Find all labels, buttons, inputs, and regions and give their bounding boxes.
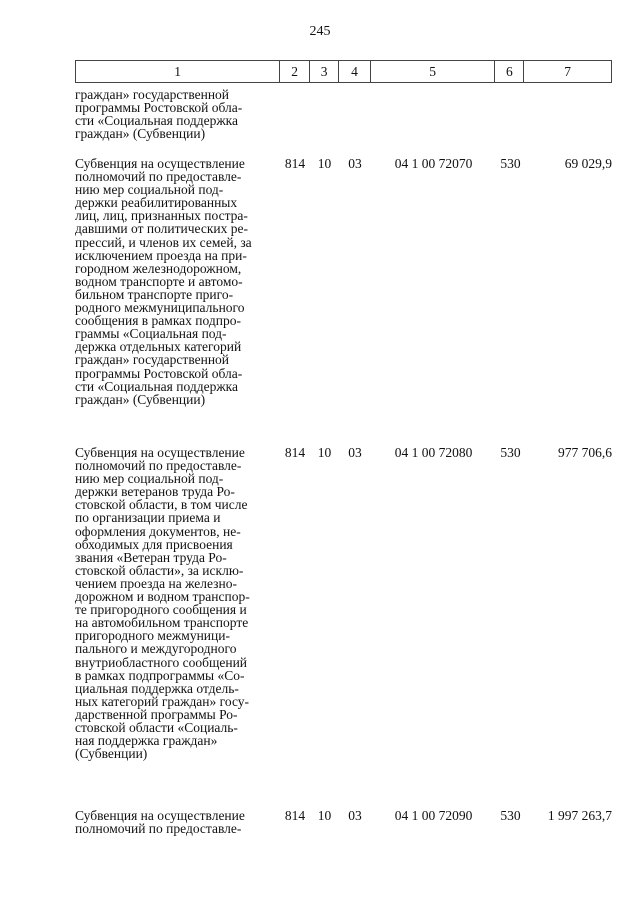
- row-subsection-code: 03: [348, 808, 362, 823]
- column-header-4: 4: [339, 61, 371, 82]
- column-header-1: 1: [76, 61, 280, 82]
- row-section-code: 10: [317, 156, 332, 171]
- row-expense-type: 530: [500, 808, 521, 823]
- row-expense-type: 530: [500, 445, 521, 460]
- row-section-code: 10: [317, 445, 332, 460]
- row-target-code: 04 1 00 72080: [394, 445, 473, 460]
- page-number: 245: [309, 24, 331, 39]
- column-header-5: 5: [371, 61, 496, 82]
- column-header-3: 3: [310, 61, 339, 82]
- table-header: [75, 60, 612, 83]
- row-description: Субвенция на осуществление полномочий по предоставле-: [75, 808, 245, 837]
- row-subsection-code: 03: [348, 445, 362, 460]
- row-target-code: 04 1 00 72070: [394, 156, 473, 171]
- row-amount: 1 997 263,7: [547, 808, 612, 823]
- row-description: граждан» государственной программы Ростовской обла- сти «Социальная поддержка граждан» (Субвенции): [75, 87, 243, 142]
- column-header-6: 6: [495, 61, 524, 82]
- row-amount: 69 029,9: [564, 156, 612, 171]
- row-target-code: 04 1 00 72090: [394, 808, 473, 823]
- row-section-code: 10: [317, 808, 332, 823]
- row-amount: 977 706,6: [558, 445, 612, 460]
- column-header-2: 2: [280, 61, 310, 82]
- row-expense-type: 530: [500, 156, 521, 171]
- row-ministry-code: 814: [284, 156, 306, 171]
- column-header-7: 7: [564, 63, 572, 79]
- row-ministry-code: 814: [284, 445, 306, 460]
- row-description: Субвенция на осуществление полномочий по предоставле- нию мер социальной под- держки реабилитированных лиц, лиц, признанных постра- давшими от политических ре- прессий, и членов их семей, за исключением проезда на при- городном железнодорожном, водном транспорте и автомо- бильном транспорте приго- родного межмуниципального сообщения в рамках подпро- граммы «Социальная под- держка отдельных категорий граждан» государственной программы Ростовской обла- сти «Социальная поддержка граждан» (Субвенции): [75, 156, 252, 407]
- row-description: Субвенция на осуществление полномочий по предоставле- нию мер социальной под- держки ветеранов труда Ро- стовской области, в том числе по организации приема и оформления документов, не- обходимых для присвоения звания «Ветеран труда Ро- стовской области», за исклю- чением проезда на железно- дорожном и водном транспор- те пригородного сообщения и на автомобильном транспорте пригородного межмуници- пального и междугородного внутриобластного сообщений в рамках подпрограммы «Со- циальная поддержка отдель- ных категорий граждан» госу- дарственной программы Ро- стовской области «Социаль- ная поддержка граждан» (Субвенции): [75, 445, 250, 762]
- row-ministry-code: 814: [284, 808, 306, 823]
- row-subsection-code: 03: [348, 156, 362, 171]
